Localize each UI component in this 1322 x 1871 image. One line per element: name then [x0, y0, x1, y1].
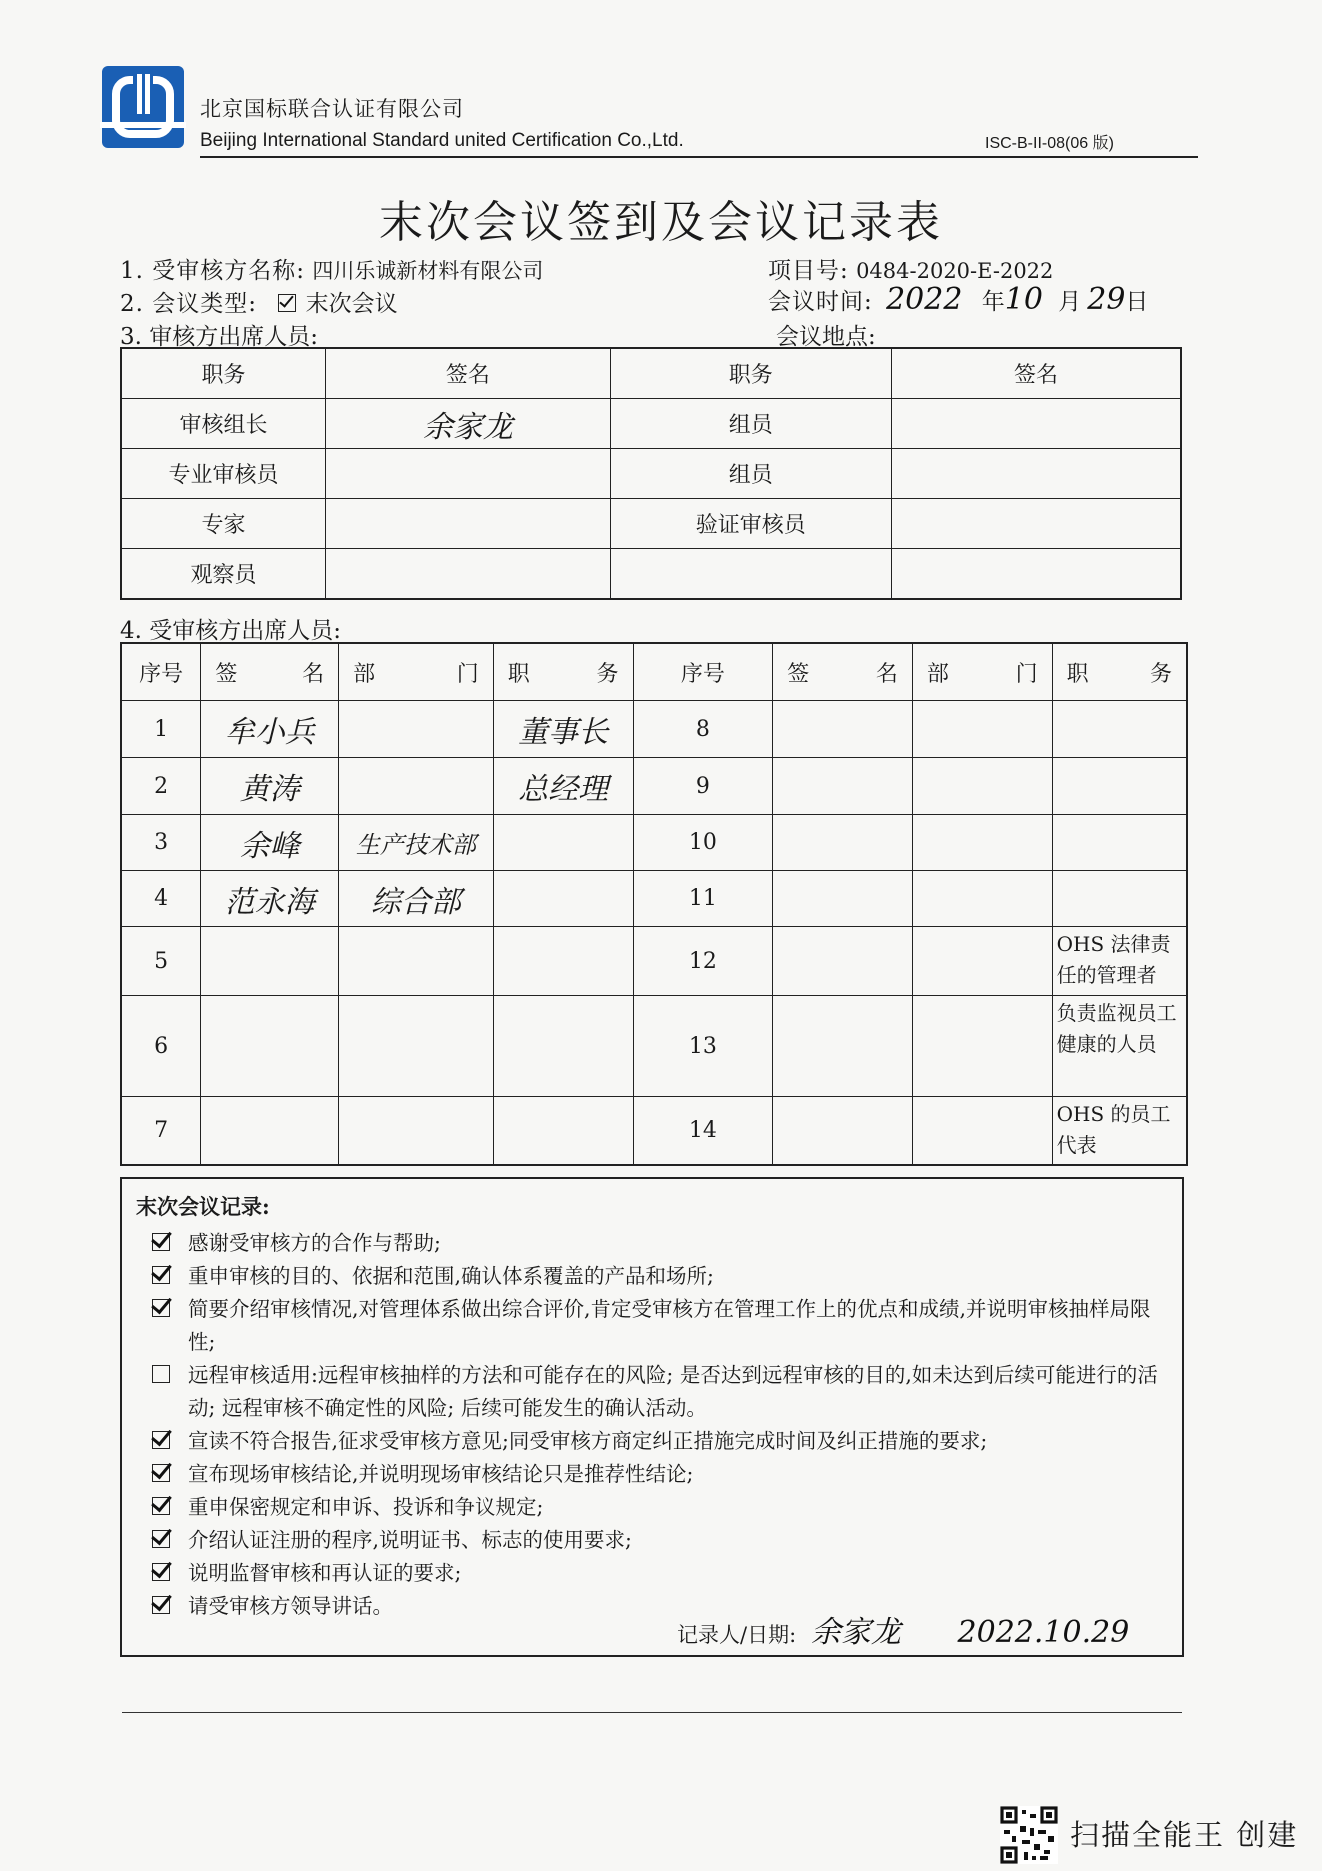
header-position: 职务	[493, 643, 633, 701]
number-cell: 2	[121, 758, 201, 815]
department-cell	[912, 815, 1052, 871]
checklist-item	[152, 1260, 1172, 1293]
number-cell: 9	[633, 758, 773, 815]
signature-cell	[892, 399, 1181, 449]
checklist-item-text: 请受审核方领导讲话。	[188, 1594, 393, 1618]
month-unit: 月	[1058, 289, 1082, 315]
department-cell	[912, 758, 1052, 815]
checked-checkbox-icon	[152, 1563, 170, 1581]
department-cell: 综合部	[339, 871, 494, 927]
table-row	[121, 871, 1187, 927]
checklist-item-text: 宣读不符合报告,征求受审核方意见;同受审核方商定纠正措施完成时间及纠正措施的要求;	[188, 1429, 988, 1453]
position-cell: OHS 的员工代表	[1052, 1097, 1187, 1165]
position-cell	[1052, 871, 1187, 927]
signature-cell	[326, 549, 610, 600]
number-cell: 1	[121, 701, 201, 758]
checklist-item-text: 宣布现场审核结论,并说明现场审核结论只是推荐性结论;	[188, 1462, 694, 1486]
department-cell	[339, 1097, 494, 1165]
checklist-item-text: 简要介绍审核情况,对管理体系做出综合评价,肯定受审核方在管理工作上的优点和成绩,并说明审核抽样局限性;	[188, 1297, 1151, 1354]
role-cell: 组员	[610, 449, 891, 499]
meeting-month: 10	[1004, 282, 1043, 317]
checked-checkbox-icon	[152, 1497, 170, 1515]
signature-cell	[773, 871, 913, 927]
checked-checkbox-icon	[152, 1431, 170, 1449]
signature-cell: 黄涛	[201, 758, 339, 815]
role-cell: 专业审核员	[121, 449, 326, 499]
company-name-en: Beijing International Standard united Certification Co.,Ltd.	[200, 130, 684, 151]
signature-cell	[201, 996, 339, 1097]
recorder-date: 2022.10.29	[957, 1615, 1130, 1650]
table-header-row	[121, 348, 1181, 399]
department-cell	[339, 701, 494, 758]
header-signature: 签名	[201, 643, 339, 701]
header-position: 职务	[1052, 643, 1187, 701]
position-cell	[493, 996, 633, 1097]
number-cell: 5	[121, 927, 201, 996]
signature-cell	[773, 996, 913, 1097]
checklist-item-text: 远程审核适用:远程审核抽样的方法和可能存在的风险; 是否达到远程审核的目的,如未达到后续可能进行的活动; 远程审核不确定性的风险; 后续可能发生的确认活动。	[188, 1363, 1158, 1420]
header-signature: 签名	[326, 348, 610, 399]
signature-cell: 牟小兵	[201, 701, 339, 758]
year-unit: 年	[981, 289, 1005, 315]
checked-checkbox-icon	[152, 1233, 170, 1251]
position-cell	[493, 871, 633, 927]
checked-checkbox-icon	[152, 1464, 170, 1482]
role-cell	[610, 549, 891, 600]
number-cell: 10	[633, 815, 773, 871]
signature-cell	[773, 1097, 913, 1165]
meeting-record-box	[120, 1177, 1184, 1657]
auditee-name-value: 四川乐诚新材料有限公司	[312, 259, 544, 283]
record-checklist	[152, 1227, 1172, 1623]
position-cell	[1052, 701, 1187, 758]
table-row	[121, 449, 1181, 499]
table-row	[121, 399, 1181, 449]
table-header-row	[121, 643, 1187, 701]
project-number-label: 项目号:	[768, 258, 849, 284]
signature-cell	[773, 927, 913, 996]
number-cell: 11	[633, 871, 773, 927]
checklist-item	[152, 1425, 1172, 1458]
header-signature: 签名	[773, 643, 913, 701]
checklist-item	[152, 1557, 1172, 1590]
signature-cell: 余峰	[201, 815, 339, 871]
checklist-item	[152, 1524, 1172, 1557]
department-cell	[912, 701, 1052, 758]
meeting-time-label: 会议时间:	[768, 289, 873, 315]
number-cell: 13	[633, 996, 773, 1097]
project-number-value: 0484-2020-E-2022	[856, 259, 1054, 283]
meeting-day: 29	[1087, 282, 1126, 317]
checked-checkbox-icon	[152, 1266, 170, 1284]
number-cell: 14	[633, 1097, 773, 1165]
auditee-attendees-label: 4. 受审核方出席人员:	[120, 618, 342, 644]
header-divider	[200, 156, 1198, 158]
position-cell	[1052, 758, 1187, 815]
table-row	[121, 499, 1181, 549]
checklist-item-text: 说明监督审核和再认证的要求;	[188, 1561, 462, 1585]
day-unit: 日	[1125, 289, 1149, 315]
signature-cell	[892, 449, 1181, 499]
department-cell	[912, 996, 1052, 1097]
checked-checkbox-icon	[152, 1530, 170, 1548]
record-title: 末次会议记录:	[136, 1194, 270, 1219]
recorder-label: 记录人/日期:	[677, 1623, 797, 1647]
header-signature: 签名	[892, 348, 1181, 399]
qr-code-icon	[1000, 1806, 1058, 1864]
auditee-name-row	[120, 252, 543, 285]
form-code: ISC-B-II-08(06 版)	[985, 135, 1114, 152]
recorder-row	[677, 1607, 1129, 1651]
department-cell	[339, 927, 494, 996]
role-cell: 观察员	[121, 549, 326, 600]
table-row	[121, 549, 1181, 600]
recorder-signature: 余家龙	[810, 1615, 901, 1650]
header-number: 序号	[633, 643, 773, 701]
footer-divider	[122, 1712, 1182, 1713]
signature-cell	[773, 701, 913, 758]
number-cell: 7	[121, 1097, 201, 1165]
number-cell: 8	[633, 701, 773, 758]
checklist-item	[152, 1359, 1172, 1425]
signature-cell	[892, 499, 1181, 549]
meeting-type-checkbox-icon	[278, 294, 296, 312]
table-row	[121, 758, 1187, 815]
signature-cell	[326, 449, 610, 499]
checklist-item	[152, 1227, 1172, 1260]
department-cell	[912, 871, 1052, 927]
department-cell	[339, 758, 494, 815]
department-cell: 生产技术部	[339, 815, 494, 871]
document-title: 末次会议签到及会议记录表	[379, 197, 943, 248]
meeting-type-label: 2. 会议类型:	[120, 291, 258, 317]
position-cell: 负责监视员工健康的人员	[1052, 996, 1187, 1097]
meeting-type-value: 末次会议	[305, 291, 398, 317]
signature-cell	[201, 1097, 339, 1165]
signature-cell	[773, 815, 913, 871]
role-cell: 验证审核员	[610, 499, 891, 549]
table-row	[121, 1097, 1187, 1165]
checklist-item-text: 重申保密规定和申诉、投诉和争议规定;	[188, 1495, 544, 1519]
checklist-item	[152, 1491, 1172, 1524]
checklist-item-text: 感谢受审核方的合作与帮助;	[188, 1231, 441, 1255]
auditor-attendance-table	[120, 347, 1182, 600]
position-cell	[493, 815, 633, 871]
position-cell	[1052, 815, 1187, 871]
auditor-attendees-label: 3. 审核方出席人员:	[120, 324, 319, 350]
auditee-name-label: 1. 受审核方名称:	[120, 258, 306, 284]
signature-cell	[892, 549, 1181, 600]
checked-checkbox-icon	[152, 1596, 170, 1614]
header-number: 序号	[121, 643, 201, 701]
table-row	[121, 927, 1187, 996]
position-cell: 董事长	[493, 701, 633, 758]
scanner-watermark: 扫描全能王 创建	[1070, 1818, 1299, 1852]
position-cell	[493, 1097, 633, 1165]
signature-cell: 范永海	[201, 871, 339, 927]
role-cell: 审核组长	[121, 399, 326, 449]
number-cell: 6	[121, 996, 201, 1097]
role-cell: 组员	[610, 399, 891, 449]
position-cell	[493, 927, 633, 996]
checklist-item-text: 重申审核的目的、依据和范围,确认体系覆盖的产品和场所;	[188, 1264, 714, 1288]
header-department: 部门	[339, 643, 494, 701]
number-cell: 3	[121, 815, 201, 871]
meeting-type-row	[120, 285, 398, 318]
position-cell: OHS 法律责任的管理者	[1052, 927, 1187, 996]
checklist-item-text: 介绍认证注册的程序,说明证书、标志的使用要求;	[188, 1528, 632, 1552]
signature-cell	[201, 927, 339, 996]
signature-cell: 余家龙	[326, 399, 610, 449]
role-cell: 专家	[121, 499, 326, 549]
company-logo-icon	[100, 64, 186, 150]
number-cell: 12	[633, 927, 773, 996]
checklist-item	[152, 1293, 1172, 1359]
header-department: 部门	[912, 643, 1052, 701]
signature-cell	[326, 499, 610, 549]
table-row	[121, 815, 1187, 871]
table-row	[121, 701, 1187, 758]
project-number-row	[768, 252, 1053, 285]
checked-checkbox-icon	[152, 1299, 170, 1317]
company-name-cn: 北京国标联合认证有限公司	[200, 97, 464, 121]
meeting-year: 2022	[886, 282, 963, 317]
signature-cell	[773, 758, 913, 815]
meeting-location-label: 会议地点:	[776, 324, 876, 350]
header-role: 职务	[610, 348, 891, 399]
table-row	[121, 996, 1187, 1097]
auditee-attendance-table	[120, 642, 1188, 1166]
number-cell: 4	[121, 871, 201, 927]
department-cell	[339, 996, 494, 1097]
unchecked-checkbox-icon	[152, 1365, 170, 1383]
header-role: 职务	[121, 348, 326, 399]
meeting-time-row	[768, 282, 1148, 317]
checklist-item	[152, 1458, 1172, 1491]
department-cell	[912, 1097, 1052, 1165]
position-cell: 总经理	[493, 758, 633, 815]
department-cell	[912, 927, 1052, 996]
